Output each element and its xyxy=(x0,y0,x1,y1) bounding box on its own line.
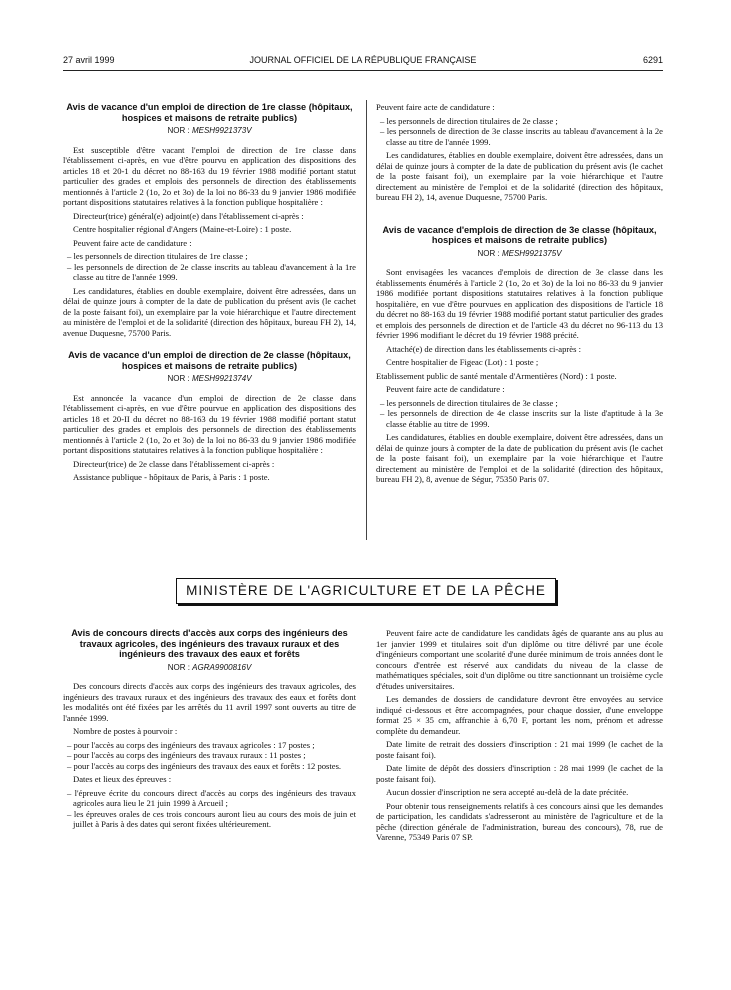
list-item: – les personnels de direction de 4e classe inscrits sur la liste d'aptitude à la 3e classe établie au titre de 1999. xyxy=(376,408,663,429)
paragraph: Les candidatures, établies en double exemplaire, doivent être adressées, dans un délai de quinze jours à compter de la date de publication du présent avis (le cachet de la poste faisant foi), un exemplaire par la voie hiérarchique et l'autre directement au ministère de l'emploi et de la solidarité (direction des hôpitaux, bureau FH 2), 14, avenue Duquesne, 75700 Paris. xyxy=(376,150,663,202)
paragraph: Assistance publique - hôpitaux de Paris, à Paris : 1 poste. xyxy=(73,472,270,482)
list-item: – les personnels de direction titulaires de 1re classe ; xyxy=(63,251,356,262)
left-column-top xyxy=(63,102,356,486)
paragraph: Date limite de retrait des dossiers d'inscription : 21 mai 1999 (le cachet de la poste faisant foi). xyxy=(376,739,663,760)
list-item: – les personnels de direction de 3e classe inscrits au tableau d'avancement à la 2e classe au titre de l'année 1999. xyxy=(376,126,663,147)
list-item: – pour l'accès au corps des ingénieurs des travaux ruraux : 11 postes ; xyxy=(63,750,356,761)
column-divider xyxy=(366,100,367,540)
list-item: – pour l'accès au corps des ingénieurs des travaux agricoles : 17 postes ; xyxy=(63,740,356,751)
paragraph: Etablissement public de santé mentale d'Armentières (Nord) : 1 poste. xyxy=(376,370,617,381)
list-item: – pour l'accès au corps des ingénieurs des travaux des eaux et forêts : 12 postes. xyxy=(63,761,356,772)
nor-reference: NOR : MESH9921374V xyxy=(167,374,252,383)
paragraph: Peuvent faire acte de candidature : xyxy=(73,237,192,248)
epreuves-list xyxy=(63,788,356,830)
candidate-list xyxy=(376,116,663,148)
page-number: 6291 xyxy=(642,55,663,65)
list-item: – les personnels de direction titulaires de 2e classe ; xyxy=(376,116,663,127)
paragraph: Les candidatures, établies en double exemplaire, doivent être adressées, dans un délai de quinze jours à compter de la date de publication du présent avis (le cachet de la poste faisant foi), un exemplaire par la voie hiérarchique et l'autre directement au ministère de l'emploi et de la solidarité (direction des hôpitaux, bureau FH 2), 14, avenue Duquesne, 75700 Paris. xyxy=(63,285,356,338)
notice-1re-classe xyxy=(63,102,356,338)
right-column-bottom xyxy=(376,628,663,846)
list-item: – les personnels de direction de 2e classe inscrits au tableau d'avancement à la 1re classe au titre de l'année 1999. xyxy=(63,262,356,283)
nor-reference: NOR : MESH9921375V xyxy=(477,248,562,258)
ministry-banner: MINISTÈRE DE L'AGRICULTURE ET DE LA PÊCHE xyxy=(176,578,556,604)
candidate-list xyxy=(376,398,663,430)
nor-reference: NOR : MESH9921373V xyxy=(167,126,252,135)
paragraph: Nombre de postes à pourvoir : xyxy=(73,726,178,736)
paragraph: Peuvent faire acte de candidature les candidats âgés de quarante ans au plus au 1er janvier 1999 et titulaires soit d'un diplôme ou titre délivré par une école d'ingénieurs comportant une scolarité d'une durée minimum de trois années dont le concours d'entrée est réservé aux candidats du niveau de la classe de mathématiques spéciales, soit d'un diplôme ou titre sanctionnant un troisième cycle d'études universitaires. xyxy=(376,628,663,691)
paragraph: Dates et lieux des épreuves : xyxy=(73,774,172,784)
paragraph: Centre hospitalier régional d'Angers (Maine-et-Loire) : 1 poste. xyxy=(73,224,292,234)
paragraph: Directeur(trice) de 2e classe dans l'établissement ci-après : xyxy=(73,458,275,469)
notice-3e-classe xyxy=(376,225,663,485)
list-item: – l'épreuve écrite du concours direct d'accès au corps des ingénieurs des travaux agricoles aura lieu le 21 juin 1999 à Arcueil ; xyxy=(63,788,356,809)
left-column-bottom xyxy=(63,628,356,833)
paragraph: Les candidatures, établies en double exemplaire, doivent être adressées, dans un délai de quinze jours à compter de la date de publication du présent avis (le cachet de la poste faisant foi), un exemplaire par la voie hiérarchique et l'autre directement au ministère de l'emploi et de la solidarité (direction des hôpitaux, bureau FH 2), 8, avenue de Ségur, 75350 Paris 07. xyxy=(376,432,663,484)
notice-title: Avis de vacance d'un emploi de direction de 2e classe (hôpitaux, hospices et maisons de retraite publics) xyxy=(68,350,351,371)
list-item: – les personnels de direction titulaires de 3e classe ; xyxy=(376,398,663,409)
paragraph: Pour obtenir tous renseignements relatifs à ces concours ainsi que les demandes de participation, les candidats s'adresseront au ministère de l'agriculture et de la pêche (direction générale de l'administration, bureau des concours), 78, rue de Varenne, 75349 Paris 07 SP. xyxy=(376,800,663,842)
header-rule xyxy=(63,70,663,71)
right-column-top xyxy=(376,102,663,488)
header-date: 27 avril 1999 xyxy=(63,55,115,65)
notice-title: Avis de vacance d'un emploi de direction de 1re classe (hôpitaux, hospices et maisons de retraite publics) xyxy=(66,102,353,123)
paragraph: Est annoncée la vacance d'un emploi de direction de 2e classe dans l'établissement ci-après, en vue d'être pourvue en application des dispositions des articles 18 et 20-II du décret no 88-163 du 19 février 1988 modifié portant statut particulier des grades et emplois des personnels de direction des établissements mentionnés à l'article 2 (1o, 2o et 3o) de la loi no 86-33 du 9 janvier 1986 modifiée portant dispositions statutaires relatives à la fonction publique hospitalière : xyxy=(63,392,356,455)
notice-title: Avis de vacance d'emplois de direction de 3e classe (hôpitaux, hospices et maisons de retraite publics) xyxy=(382,224,657,245)
paragraph: Centre hospitalier de Figeac (Lot) : 1 poste ; xyxy=(386,357,539,367)
paragraph: Date limite de dépôt des dossiers d'inscription : 28 mai 1999 (le cachet de la poste faisant foi). xyxy=(376,763,663,784)
notice-2e-classe-continued xyxy=(376,102,663,203)
paragraph: Est susceptible d'être vacant l'emploi de direction de 1re classe dans l'établissement ci-après, en vue d'être pourvu en application des dispositions des articles 18 et 20-1 du décret no 88-163 du 19 février 1988 modifié portant statut particulier des grades et emplois des personnels de direction des établissements mentionnés à l'article 2 (1o, 2o et 3o) de la loi no 86-33 du 9 janvier 1986 modifiée portant dispositions statutaires relatives à la fonction publique hospitalière : xyxy=(63,144,356,207)
paragraph: Aucun dossier d'inscription ne sera accepté au-delà de la date précitée. xyxy=(386,787,629,797)
list-item: – les épreuves orales de ces trois concours auront lieu au cours des mois de juin et juillet à Paris à des dates qui seront fixées ultérieurement. xyxy=(63,809,356,830)
notice-2e-classe xyxy=(63,350,356,483)
page-header xyxy=(63,55,663,69)
paragraph: Peuvent faire acte de candidature : xyxy=(386,384,505,394)
postes-list xyxy=(63,740,356,772)
candidate-list xyxy=(63,251,356,283)
notice-title: Avis de concours directs d'accès aux corps des ingénieurs des travaux agricoles, des ingénieurs des travaux ruraux et des ingénieurs des travaux des eaux et forêts xyxy=(71,628,348,659)
journal-title: JOURNAL OFFICIEL DE LA RÉPUBLIQUE FRANÇAISE xyxy=(249,55,477,65)
paragraph: Peuvent faire acte de candidature : xyxy=(376,102,495,112)
paragraph: Sont envisagées les vacances d'emplois de direction de 3e classe dans les établissements énumérés à l'article 2 (1o, 2o et 3o) de la loi no 86-33 du 9 janvier 1986 modifiée portant dispositions statutaires relatives à la fonction publique hospitalière, en vue d'être pourvues en application des dispositions de l'article 18 du décret no 88-163 du 19 février 1988 modifié portant statut particulier des grades et emplois des personnels de direction et de l'article 43 du décret no 96-113 du 13 février 1996 modifiant le décret du 19 février 1988 précité. xyxy=(376,267,663,340)
paragraph: Les demandes de dossiers de candidature devront être envoyées au service indiqué ci-dessous et être accompagnées, pour chaque dossier, d'une enveloppe format 25 × 35 cm, affranchie à 6,70 F, portant les nom, prénom et adresse complète du demandeur. xyxy=(376,694,663,736)
nor-reference: NOR : AGRA9900816V xyxy=(167,662,252,672)
paragraph: Directeur(trice) général(e) adjoint(e) dans l'établissement ci-après : xyxy=(73,210,304,221)
paragraph: Des concours directs d'accès aux corps des ingénieurs des travaux agricoles, des ingénieurs des travaux ruraux et des ingénieurs des travaux des eaux et forêts dont les modalités ont été fixées par les arrêtés du 11 avril 1997 sont ouverts au titre de l'année 1999. xyxy=(63,681,356,723)
paragraph: Attaché(e) de direction dans les établissements ci-après : xyxy=(386,343,581,354)
